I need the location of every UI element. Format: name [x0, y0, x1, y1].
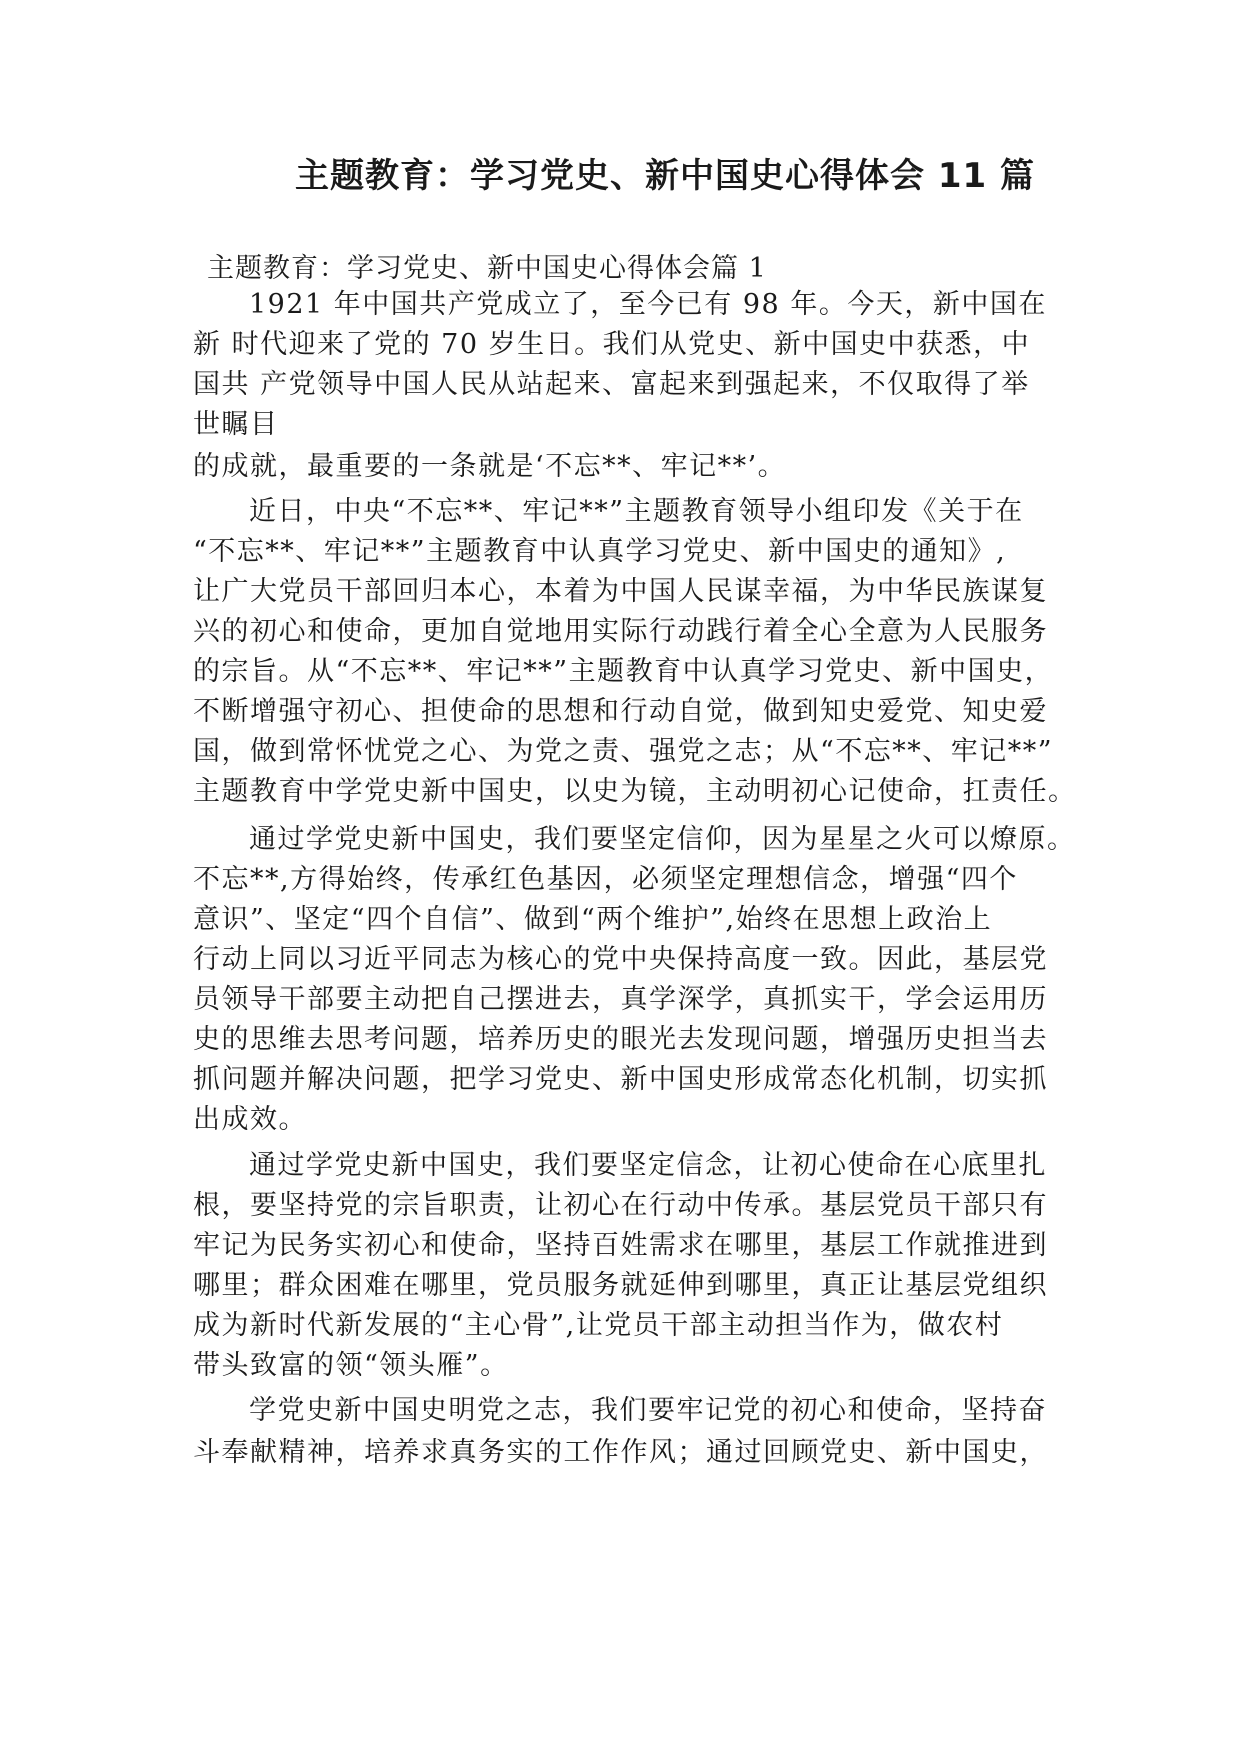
paragraph-line: 主题教育中学党史新中国史，以史为镜，主动明初心记使命，扛责任。 [193, 776, 1077, 807]
paragraph-line: 牢记为民务实初心和使命，坚持百姓需求在哪里，基层工作就推进到 [193, 1230, 1048, 1261]
paragraph-line: 的宗旨。从“不忘**、牢记**”主题教育中认真学习党史、新中国史， [193, 656, 1054, 687]
paragraph-line: 史的思维去思考问题，培养历史的眼光去发现问题，增强历史担当去 [193, 1024, 1048, 1055]
paragraph-line: 哪里；群众困难在哪里，党员服务就延伸到哪里，真正让基层党组织 [193, 1270, 1048, 1301]
paragraph-line: 近日，中央“不忘**、牢记**”主题教育领导小组印发《关于在 [249, 496, 1024, 527]
paragraph-line: 成为新时代新发展的“主心骨”,让党员干部主动担当作为，做农村 [193, 1310, 1004, 1341]
paragraph-line: 行动上同以习近平同志为核心的党中央保持高度一致。因此，基层党 [193, 944, 1048, 975]
paragraph-3 [193, 820, 1076, 1140]
paragraph-line: 国，做到常怀忧党之心、为党之责、强党之志；从“不忘**、牢记**” [193, 736, 1054, 767]
paragraph-line: 新 时代迎来了党的 70 岁生日。我们从党史、新中国史中获悉，中 [193, 329, 1031, 360]
paragraph-line: 斗奉献精神，培养求真务实的工作作风；通过回顾党史、新中国史， [193, 1437, 1048, 1468]
paragraph-line: 通过学党史新中国史，我们要坚定信念，让初心使命在心底里扎 [249, 1150, 1047, 1181]
paragraph-line: 通过学党史新中国史，我们要坚定信仰，因为星星之火可以燎原。 [249, 824, 1076, 855]
paragraph-line: 学党史新中国史明党之志，我们要牢记党的初心和使命，坚持奋 [249, 1395, 1047, 1426]
paragraph-line: 出成效。 [193, 1104, 307, 1135]
paragraph-line: 的成就，最重要的一条就是‘不忘**、牢记**’。 [193, 451, 787, 482]
paragraph-line: 不断增强守初心、担使命的思想和行动自觉，做到知史爱党、知史爱 [193, 696, 1048, 727]
paragraph-2 [193, 492, 1077, 812]
paragraph-line: 国共 产党领导中国人民从站起来、富起来到强起来，不仅取得了举 [193, 369, 1030, 400]
paragraph-line: 兴的初心和使命，更加自觉地用实际行动践行着全心全意为人民服务 [193, 616, 1048, 647]
paragraph-line: 根，要坚持党的宗旨职责，让初心在行动中传承。基层党员干部只有 [193, 1190, 1048, 1221]
paragraph-1 [193, 285, 1053, 487]
paragraph-line: 意识”、坚定“四个自信”、做到“两个维护”,始终在思想上政治上 [193, 904, 993, 935]
paragraph-line: 不忘**,方得始终，传承红色基因，必须坚定理想信念，增强“四个 [193, 864, 1018, 895]
paragraph-line: 让广大党员干部回归本心，本着为中国人民谋幸福，为中华民族谋复 [193, 576, 1048, 607]
document-title: 主题教育：学习党史、新中国史心得体会 11 篇 [295, 156, 1035, 196]
paragraph-line: 带头致富的领“领头雁”。 [193, 1350, 509, 1381]
paragraph-line: 世瞩目 [193, 409, 279, 440]
paragraph-5 [193, 1391, 1053, 1473]
paragraph-line: 抓问题并解决问题，把学习党史、新中国史形成常态化机制，切实抓 [193, 1064, 1048, 1095]
paragraph-line: 1921 年中国共产党成立了，至今已有 98 年。今天，新中国在 [249, 289, 1047, 320]
paragraph-4 [193, 1146, 1053, 1386]
paragraph-line: “不忘**、牢记**”主题教育中认真学习党史、新中国史的通知》, [193, 536, 1007, 567]
paragraph-line: 员领导干部要主动把自己摆进去，真学深学，真抓实干，学会运用历 [193, 984, 1048, 1015]
section-heading: 主题教育：学习党史、新中国史心得体会篇 1 [207, 253, 767, 284]
